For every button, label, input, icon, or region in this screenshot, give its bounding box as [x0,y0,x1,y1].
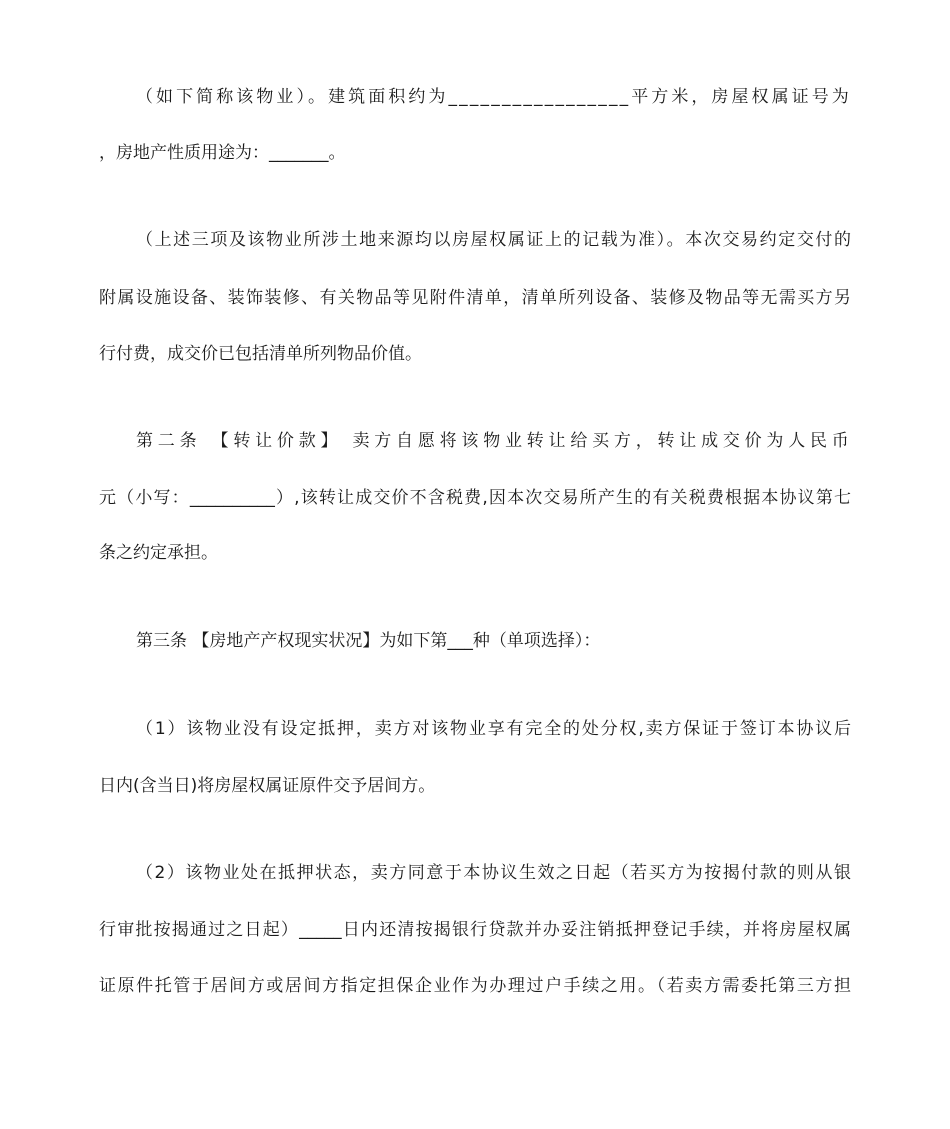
text-line: 行审批按揭通过之日起）_____日内还清按揭银行贷款并办妥注销抵押登记手续，并将房屋权属 [99,920,851,940]
text-line: 第三条 【房地产产权现实状况】为如下第___种（单项选择）： [136,631,601,651]
text-line: 日内(含当日)将房屋权属证原件交予居间方。 [99,776,436,796]
text-line: 元（小写：__________）,该转让成交价不含税费,因本次交易所产生的有关税费根据本协议第七 [99,488,851,508]
text-line: （1）该物业没有设定抵押，卖方对该物业享有完全的处分权,卖方保证于签订本协议后 [136,719,851,739]
text-line: 第二条 【转让价款】 卖方自愿将该物业转让给买方，转让成交价为人民币 [136,431,851,451]
text-line: （上述三项及该物业所涉土地来源均以房屋权属证上的记载为准）。本次交易约定交付的 [136,230,851,250]
text-line: 条之约定承担。 [99,543,218,563]
text-line: （2）该物业处在抵押状态，卖方同意于本协议生效之日起（若买方为按揭付款的则从银 [136,863,851,883]
text-line: 行付费，成交价已包括清单所列物品价值。 [99,344,422,364]
text-line: 附属设施设备、装饰装修、有关物品等见附件清单，清单所列设备、装修及物品等无需买方另 [99,288,851,308]
text-line: 证原件托管于居间方或居间方指定担保企业作为办理过户手续之用。（若卖方需委托第三方担 [99,976,851,996]
text-line: ，房地产性质用途为：_______。 [99,143,346,163]
text-line: （如下简称该物业）。建筑面积约为_________________平方米，房屋权属证号为 [136,87,851,107]
